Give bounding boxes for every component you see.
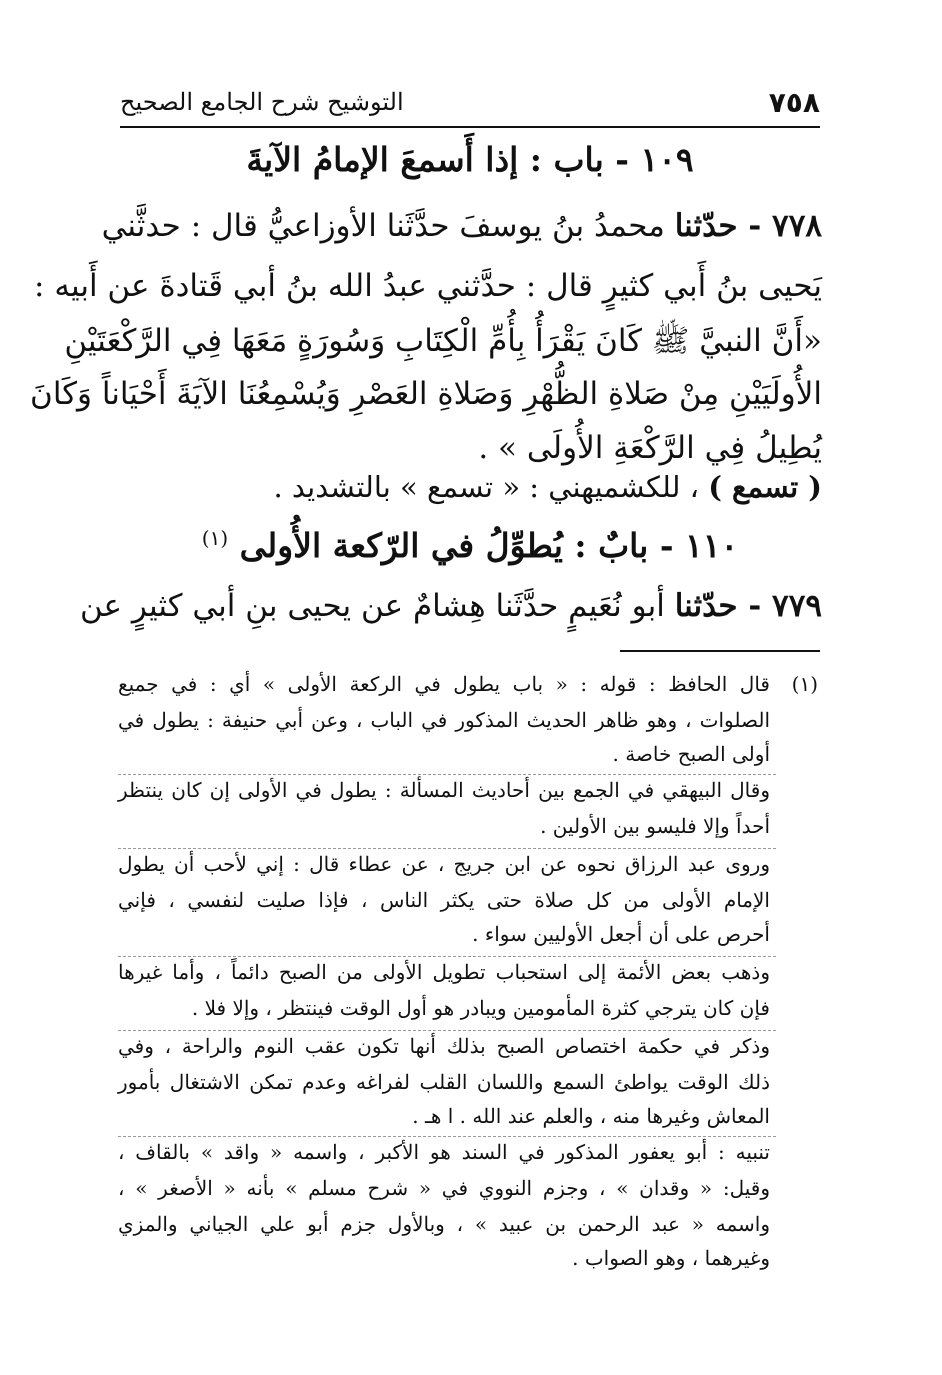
footnote-line: وقال البيهقي في الجمع بين أحاديث المسألة : يطول في الأولى إن كان ينتظر bbox=[118, 778, 770, 802]
footnote-line: فإن كان يترجي كثرة المأمومين ويبادر هو أول الوقت فينتظر ، وإلا فلا . bbox=[191, 996, 770, 1020]
book-title: التوشيح شرح الجامع الصحيح bbox=[120, 88, 404, 116]
footnote-line: أولى الصبح خاصة . bbox=[612, 742, 770, 766]
footnote-divider bbox=[118, 848, 776, 849]
page-number: ٧٥٨ bbox=[768, 86, 820, 119]
hadith-778-text: محمدُ بنُ يوسفَ حدَّثَنا الأوزاعيُّ قال : حدثَّني bbox=[101, 208, 665, 244]
hadith-778-line-4: الأُولَيَيْنِ مِنْ صَلاةِ الظُّهْرِ وَصَلاةِ العَصْرِ وَيُسْمِعُنَا الآيَةَ أَحْيَاناً وَكَانَ bbox=[30, 376, 822, 412]
hadith-779-line-1 bbox=[79, 588, 822, 638]
footnote-line: وذهب بعض الأئمة إلى استحباب تطويل الأولى من الصبح دائماً ، وأما غيرها bbox=[118, 960, 770, 984]
hadith-779-text: أبو نُعَيمٍ حدَّثَنا هِشامٌ عن يحيى بنِ أبي كثيرٍ عن bbox=[79, 588, 665, 624]
hadith-778-line-3: «أَنَّ النبيَّ ﷺ كَانَ يَقْرَأُ بِأُمِّ الْكِتَابِ وَسُورَةٍ مَعَهَا فِي الرَّكْعَتَيْنِ bbox=[64, 323, 822, 359]
footnote-line: وقيل: « وقدان » ، وجزم النووي في « شرح مسلم » بأنه « الأصغر » ، bbox=[118, 1176, 770, 1200]
footnote-text: قال الحافظ : قوله : « باب يطول في الركعة الأولى » أي : في جميع bbox=[118, 672, 770, 696]
commentary-keyword: ( تسمع ) bbox=[708, 470, 822, 504]
running-header bbox=[120, 80, 820, 128]
hadith-778-line-5: يُطِيلُ فِي الرَّكْعَةِ الأُولَى » . bbox=[478, 430, 822, 466]
footnote-line: الإمام الأولى من كل صلاة حتى يكثر الناس ، فإذا صليت لنفسي ، فإني bbox=[118, 888, 770, 912]
chapter-heading-109: ١٠٩ - باب : إذا أَسمعَ الإمامُ الآيةَ bbox=[246, 140, 694, 179]
footnote-divider bbox=[118, 1136, 776, 1137]
hadith-778-lead: ٧٧٨ - حدّثنا bbox=[674, 208, 822, 244]
footnote-line: وغيرهما ، وهو الصواب . bbox=[572, 1246, 770, 1270]
footnote-line: الصلوات ، وهو ظاهر الحديث المذكور في الباب ، وعن أبي حنيفة : يطول في bbox=[118, 708, 770, 732]
chapter-heading-110 bbox=[118, 526, 822, 576]
footnote-separator bbox=[620, 650, 820, 652]
footnote-line: المعاش وغيرها منه ، والعلم عند الله . ا هـ . bbox=[412, 1104, 770, 1128]
footnote-divider bbox=[118, 774, 776, 775]
footnote-line: أحرص على أن أجعل الأوليين سواء . bbox=[472, 922, 770, 946]
footnote-line: وذكر في حكمة اختصاص الصبح بذلك أنها تكون عقب النوم والراحة ، وفي bbox=[118, 1034, 770, 1058]
hadith-778-line-1 bbox=[101, 208, 822, 256]
hadith-779-lead: ٧٧٩ - حدّثنا bbox=[674, 588, 822, 624]
footnote-line: أحداً وإلا فليسو بين الأولين . bbox=[540, 814, 770, 838]
footnote-line: تنبيه : أبو يعفور المذكور في السند هو الأكبر ، واسمه « واقد » بالقاف ، bbox=[118, 1140, 770, 1164]
footnote-line: وروى عبد الرزاق نحوه عن ابن جريج ، عن عطاء قال : إني لأحب أن يطول bbox=[118, 852, 770, 876]
footnote-reference[interactable]: (١) bbox=[201, 526, 229, 550]
footnote-divider bbox=[118, 1030, 776, 1031]
chapter-heading-110-text: ١١٠ - بابٌ : يُطوِّلُ في الرّكعة الأُولى bbox=[239, 526, 739, 565]
commentary-text: ، للكشميهني : « تسمع » بالتشديد . bbox=[273, 470, 699, 504]
footnote-divider bbox=[118, 956, 776, 957]
footnote-marker: (١) bbox=[791, 672, 818, 696]
footnote-line: ذلك الوقت يواطئ السمع واللسان القلب لفراغه وعدم تمكن الاشتغال بأمور bbox=[118, 1070, 770, 1094]
commentary-note bbox=[118, 470, 852, 514]
footnote-line: واسمه « عبد الرحمن بن عبيد » ، وبالأول جزم أبو علي الجياني والمزي bbox=[118, 1212, 770, 1236]
footnote-line bbox=[118, 672, 818, 702]
hadith-778-line-2: يَحيى بنُ أَبي كثيرٍ قال : حدَّثني عبدُ الله بنُ أبي قَتادةَ عن أَبيه : bbox=[34, 268, 822, 304]
